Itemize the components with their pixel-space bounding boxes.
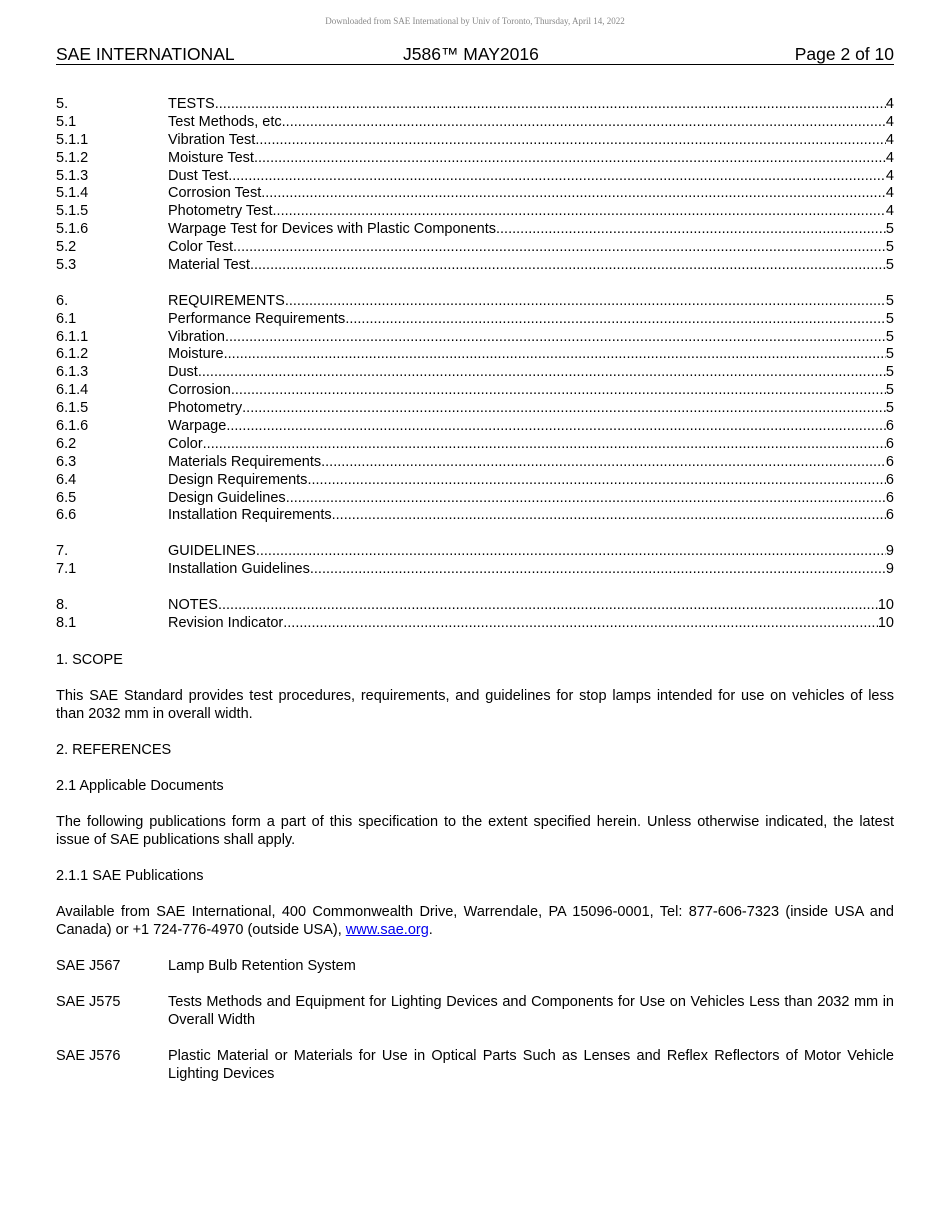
toc-section-title: Vibration Test <box>168 131 256 148</box>
toc-section-title: Color Test <box>168 239 234 256</box>
toc-page-number: 6 <box>885 435 894 452</box>
toc-entry[interactable] <box>56 418 894 436</box>
toc-section-title: REQUIREMENTS <box>168 292 285 309</box>
reference-code: SAE J576 <box>56 1047 121 1064</box>
toc-section-title: Corrosion <box>168 382 231 399</box>
toc-section-number: 5.1.1 <box>56 131 89 148</box>
toc-page-number: 9 <box>885 543 894 560</box>
sae-website-link[interactable]: www.sae.org <box>345 921 429 938</box>
toc-section-title: Dust Test <box>168 167 229 184</box>
toc-dot-leader <box>256 543 886 561</box>
toc-entry[interactable] <box>56 96 894 114</box>
toc-entry[interactable] <box>56 615 894 633</box>
reference-list <box>56 939 894 1083</box>
toc-section-title: Materials Requirements <box>168 453 322 470</box>
toc-entry[interactable] <box>56 329 894 347</box>
toc-entry[interactable] <box>56 221 894 239</box>
toc-section-number: 6. <box>56 292 69 309</box>
toc-section-number: 6.1.1 <box>56 328 89 345</box>
toc-section-number: 8.1 <box>56 614 77 631</box>
toc-section-title: Design Guidelines <box>168 489 286 506</box>
toc-section-number: 6.1 <box>56 310 77 327</box>
toc-dot-leader <box>224 346 886 364</box>
toc-section-number: 6.3 <box>56 453 77 470</box>
table-of-contents <box>56 96 894 633</box>
reference-item <box>56 957 894 975</box>
toc-entry[interactable] <box>56 311 894 329</box>
toc-entry[interactable] <box>56 203 894 221</box>
toc-entry[interactable] <box>56 293 894 311</box>
toc-dot-leader <box>283 615 878 633</box>
toc-entry[interactable] <box>56 168 894 186</box>
references-heading: 2. REFERENCES <box>56 741 172 758</box>
toc-page-number: 4 <box>885 96 894 112</box>
toc-page-number: 6 <box>885 471 894 488</box>
toc-page-number: 6 <box>885 418 894 435</box>
toc-dot-leader <box>198 364 886 382</box>
toc-section-number: 8. <box>56 596 69 613</box>
toc-page-number: 5 <box>885 346 894 363</box>
toc-dot-leader <box>254 150 886 168</box>
toc-dot-leader <box>231 382 886 400</box>
toc-dot-leader <box>307 472 885 490</box>
toc-page-number: 5 <box>885 257 894 274</box>
toc-section-number: 5.3 <box>56 257 77 274</box>
toc-entry[interactable] <box>56 472 894 490</box>
toc-dot-leader <box>273 203 886 221</box>
toc-entry[interactable] <box>56 346 894 364</box>
toc-dot-leader <box>310 561 886 579</box>
scope-heading: 1. SCOPE <box>56 651 123 668</box>
toc-entry[interactable] <box>56 239 894 257</box>
toc-section-number: 6.1.2 <box>56 346 89 363</box>
page-header <box>56 44 894 65</box>
toc-page-number: 6 <box>885 453 894 470</box>
toc-dot-leader <box>261 185 886 203</box>
toc-entry[interactable] <box>56 185 894 203</box>
toc-entry[interactable] <box>56 132 894 150</box>
applicable-documents-heading: 2.1 Applicable Documents <box>56 777 224 794</box>
toc-section-title: Photometry <box>168 400 243 417</box>
toc-section-title: Moisture <box>168 346 224 363</box>
toc-section-number: 5.1.5 <box>56 203 89 220</box>
toc-section-title: Warpage <box>168 418 227 435</box>
toc-page-number: 10 <box>877 614 894 631</box>
toc-section-number: 6.1.4 <box>56 382 89 399</box>
toc-entry[interactable] <box>56 150 894 168</box>
toc-dot-leader <box>321 454 886 472</box>
toc-page-number: 5 <box>885 310 894 327</box>
download-watermark: Downloaded from SAE International by Univ of Toronto, Thursday, April 14, 2022 <box>325 16 625 26</box>
toc-section-number: 6.4 <box>56 471 77 488</box>
toc-entry[interactable] <box>56 436 894 454</box>
toc-dot-leader <box>285 293 886 311</box>
toc-section-number: 6.1.6 <box>56 418 89 435</box>
toc-section-number: 6.1.3 <box>56 364 89 381</box>
toc-section-title: Dust <box>168 364 198 381</box>
toc-dot-leader <box>255 132 886 150</box>
scope-paragraph: This SAE Standard provides test procedures, requirements, and guidelines for stop lamps intended for use on vehicles of less than 2032 mm in overall width. <box>56 687 894 722</box>
toc-page-number: 4 <box>885 203 894 220</box>
reference-code: SAE J575 <box>56 993 121 1010</box>
toc-page-number: 4 <box>885 113 894 130</box>
toc-page-number: 4 <box>885 149 894 166</box>
toc-page-number: 4 <box>885 167 894 184</box>
availability-text: Available from SAE International, 400 Commonwealth Drive, Warrendale, PA 15096-0001, Tel: 877-606-7323 (inside USA and Canada) or +1 724-776-4970 (outside USA), <box>56 903 894 938</box>
reference-item <box>56 1047 894 1083</box>
toc-section-title: Moisture Test <box>168 149 254 166</box>
reference-title: Tests Methods and Equipment for Lighting Devices and Components for Use on Vehicles Less than 2032 mm in Overall Width <box>168 993 894 1028</box>
header-organization: SAE INTERNATIONAL <box>56 44 235 64</box>
toc-section-title: Vibration <box>168 328 225 345</box>
toc-section-number: 6.5 <box>56 489 77 506</box>
toc-entry[interactable] <box>56 454 894 472</box>
toc-section-number: 5.1 <box>56 113 77 130</box>
toc-section-number: 5. <box>56 96 69 112</box>
toc-entry[interactable] <box>56 257 894 275</box>
toc-section-number: 6.2 <box>56 435 77 452</box>
toc-dot-leader <box>228 168 886 186</box>
toc-dot-leader <box>242 400 886 418</box>
toc-section-number: 6.6 <box>56 507 77 524</box>
toc-dot-leader <box>233 239 886 257</box>
toc-section-title: Photometry Test <box>168 203 273 220</box>
toc-page-number: 5 <box>885 221 894 238</box>
toc-section-number: 5.1.6 <box>56 221 89 238</box>
toc-dot-leader <box>250 257 886 275</box>
toc-section-number: 5.1.2 <box>56 149 89 166</box>
toc-entry[interactable] <box>56 364 894 382</box>
toc-dot-leader <box>332 507 886 525</box>
toc-section-number: 5.2 <box>56 239 77 256</box>
toc-page-number: 5 <box>885 239 894 256</box>
reference-item <box>56 993 894 1029</box>
toc-entry[interactable] <box>56 561 894 579</box>
toc-entry[interactable] <box>56 490 894 508</box>
toc-section-title: Test Methods, etc. <box>168 113 286 130</box>
toc-section-title: Installation Guidelines <box>168 561 310 578</box>
toc-dot-leader <box>286 114 886 132</box>
toc-page-number: 4 <box>885 185 894 202</box>
toc-section-title: TESTS <box>168 96 215 112</box>
toc-section-title: Warpage Test for Devices with Plastic Components <box>168 221 496 238</box>
sae-publications-heading: 2.1.1 SAE Publications <box>56 867 204 884</box>
header-document-id: J586™ MAY2016 <box>403 44 539 64</box>
toc-entry[interactable] <box>56 400 894 418</box>
toc-dot-leader <box>215 96 886 114</box>
toc-section-number: 5.1.4 <box>56 185 89 202</box>
toc-section-number: 7. <box>56 543 69 560</box>
toc-page-number: 5 <box>885 400 894 417</box>
availability-paragraph <box>56 903 894 939</box>
toc-page-number: 5 <box>885 292 894 309</box>
toc-section-title: Material Test <box>168 257 250 274</box>
toc-page-number: 6 <box>885 507 894 524</box>
toc-section-title: Performance Requirements <box>168 310 346 327</box>
toc-section-title: Design Requirements <box>168 471 308 488</box>
toc-dot-leader <box>286 490 886 508</box>
toc-dot-leader <box>496 221 886 239</box>
toc-page-number: 4 <box>885 131 894 148</box>
toc-dot-leader <box>226 418 886 436</box>
toc-section-title: Revision Indicator <box>168 614 284 631</box>
toc-page-number: 9 <box>885 561 894 578</box>
toc-entry[interactable] <box>56 114 894 132</box>
toc-page-number: 6 <box>885 489 894 506</box>
toc-entry[interactable] <box>56 507 894 525</box>
reference-title: Lamp Bulb Retention System <box>168 957 356 974</box>
toc-section-number: 5.1.3 <box>56 167 89 184</box>
toc-page-number: 10 <box>877 596 894 613</box>
toc-page-number: 5 <box>885 328 894 345</box>
availability-end: . <box>428 921 433 938</box>
toc-dot-leader <box>345 311 886 329</box>
toc-section-title: Color <box>168 435 203 452</box>
toc-entry[interactable] <box>56 382 894 400</box>
applicable-documents-paragraph: The following publications form a part of this specification to the extent specified herein. Unless otherwise indicated, the latest issue of SAE publications shall apply. <box>56 813 894 848</box>
toc-section-title: GUIDELINES <box>168 543 256 560</box>
toc-section-title: Installation Requirements <box>168 507 332 524</box>
toc-dot-leader <box>203 436 886 454</box>
toc-section-number: 6.1.5 <box>56 400 89 417</box>
toc-page-number: 5 <box>885 382 894 399</box>
toc-page-number: 5 <box>885 364 894 381</box>
toc-entry[interactable] <box>56 543 894 561</box>
reference-code: SAE J567 <box>56 957 121 974</box>
reference-title: Plastic Material or Materials for Use in Optical Parts Such as Lenses and Reflex Reflectors of Motor Vehicle Lighting Devices <box>168 1047 894 1082</box>
header-page-number: Page 2 of 10 <box>794 44 894 64</box>
toc-section-number: 7.1 <box>56 561 77 578</box>
toc-section-title: NOTES <box>168 596 218 613</box>
page-content <box>56 96 894 1083</box>
toc-dot-leader <box>225 329 886 347</box>
toc-section-title: Corrosion Test <box>168 185 262 202</box>
toc-dot-leader <box>218 597 878 615</box>
toc-entry[interactable] <box>56 597 894 615</box>
